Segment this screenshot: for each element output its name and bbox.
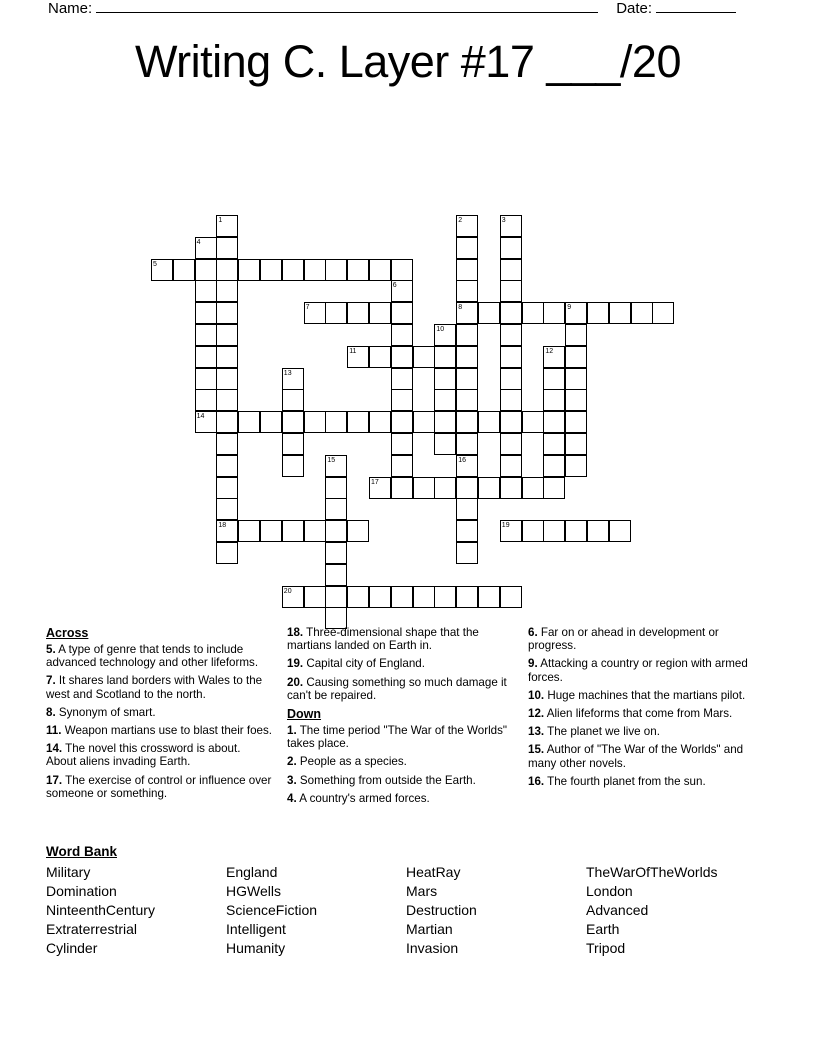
crossword-cell[interactable] (609, 302, 631, 324)
crossword-cell[interactable] (325, 520, 347, 542)
clue-text: Alien lifeforms that come from Mars. (546, 707, 733, 721)
crossword-cell[interactable] (478, 586, 500, 608)
word-bank-word: Humanity (226, 940, 286, 956)
crossword-cell[interactable] (587, 520, 609, 542)
crossword-cell[interactable] (391, 280, 413, 302)
crossword-cell[interactable] (565, 455, 587, 477)
crossword-clue-number: 7 (305, 304, 310, 312)
crossword-clue-number: 12 (545, 347, 554, 355)
word-bank-word: England (226, 864, 278, 880)
word-bank-word: Tripod (586, 940, 626, 956)
word-bank-word: HGWells (226, 883, 281, 899)
crossword-cell[interactable] (565, 346, 587, 368)
clue-number: 3. (287, 773, 297, 787)
clue-across-14 (46, 742, 273, 768)
crossword-cell[interactable] (216, 237, 238, 259)
crossword-clue-number: 13 (283, 369, 292, 377)
crossword-cell[interactable] (282, 586, 304, 608)
date-write-line[interactable] (656, 2, 736, 13)
word-bank-word: Military (46, 864, 91, 880)
crossword-cell[interactable] (456, 259, 478, 281)
clue-down-15 (528, 743, 756, 769)
crossword-clue-number: 5 (153, 260, 157, 268)
clue-number: 7. (46, 674, 56, 688)
crossword-cell[interactable] (587, 302, 609, 324)
clue-number: 5. (46, 643, 56, 656)
clue-number: 1. (287, 724, 297, 738)
clue-down-9 (528, 657, 756, 683)
crossword-cell[interactable] (260, 259, 282, 281)
crossword-cell[interactable] (282, 368, 304, 390)
word-bank-word: Extraterrestrial (46, 921, 138, 937)
clue-text: Three-dimensional shape that the martians landed on Earth in. (287, 626, 479, 653)
clue-number: 8. (46, 705, 56, 719)
clue-text: A type of genre that tends to include advanced technology and other lifeforms. (46, 643, 259, 670)
clues-column-3 (528, 626, 770, 826)
crossword-clue-number: 15 (327, 456, 336, 464)
word-bank-word: Martian (406, 921, 453, 937)
crossword-cell[interactable] (260, 411, 282, 433)
crossword-cell[interactable] (238, 520, 260, 542)
crossword-cell[interactable] (325, 477, 347, 499)
crossword-cell[interactable] (216, 520, 238, 542)
crossword-cell[interactable] (216, 433, 238, 455)
crossword-cell[interactable] (543, 368, 565, 390)
crossword-clue-number: 11 (349, 347, 357, 355)
clue-number: 11. (46, 724, 62, 738)
down-heading: Down (287, 707, 322, 722)
word-bank-word: Advanced (586, 902, 649, 918)
crossword-cell[interactable] (434, 411, 456, 433)
crossword-cell[interactable] (325, 564, 347, 586)
crossword-clue-number: 3 (501, 217, 506, 224)
crossword-cell[interactable] (369, 302, 391, 324)
crossword-cell[interactable] (434, 368, 456, 390)
clue-down-2 (287, 755, 514, 768)
crossword-cell[interactable] (500, 324, 522, 346)
crossword-cell[interactable] (456, 346, 478, 368)
clue-text: The fourth planet from the sun. (547, 774, 706, 788)
crossword-cell[interactable] (391, 433, 413, 455)
crossword-cell[interactable] (173, 259, 195, 281)
crossword-cell[interactable] (325, 259, 347, 281)
word-bank-grid (46, 863, 770, 958)
crossword-cell[interactable] (456, 586, 478, 608)
crossword-cell[interactable] (347, 586, 369, 608)
crossword-cell[interactable] (216, 498, 238, 520)
crossword-cell[interactable] (500, 368, 522, 390)
crossword-cell[interactable] (369, 586, 391, 608)
word-bank-word: Invasion (406, 940, 459, 956)
crossword-cell[interactable] (391, 389, 413, 411)
crossword-cell[interactable] (238, 259, 260, 281)
crossword-cell[interactable] (391, 302, 413, 324)
crossword-cell[interactable] (434, 433, 456, 455)
clue-text: Causing something so much damage it can't be repaired. (287, 675, 507, 702)
crossword-cell[interactable] (456, 411, 478, 433)
crossword-cell[interactable] (500, 280, 522, 302)
word-bank-word: London (586, 883, 633, 899)
clues-column-1 (46, 626, 287, 826)
crossword-cell[interactable] (456, 280, 478, 302)
name-label: Name: (48, 0, 93, 17)
crossword-cell[interactable] (500, 477, 522, 499)
crossword-cell[interactable] (500, 389, 522, 411)
crossword-cell[interactable] (216, 411, 238, 433)
crossword-cell[interactable] (522, 302, 544, 324)
clue-number: 4. (287, 791, 297, 805)
crossword-clue-number: 6 (392, 282, 397, 290)
crossword-cell[interactable] (347, 520, 369, 542)
crossword-cell[interactable] (434, 389, 456, 411)
crossword-clue-number: 1 (218, 217, 223, 224)
crossword-cell[interactable] (543, 520, 565, 542)
crossword-cell[interactable] (565, 433, 587, 455)
crossword-cell[interactable] (391, 477, 413, 499)
crossword-cell[interactable] (413, 477, 435, 499)
clue-text: A country's armed forces. (299, 791, 430, 805)
crossword-clue-number: 18 (218, 522, 227, 530)
crossword-cell[interactable] (456, 368, 478, 390)
crossword-cell[interactable] (478, 302, 500, 324)
crossword-cell[interactable] (609, 520, 631, 542)
clue-text: Capital city of England. (306, 657, 425, 671)
crossword-cell[interactable] (195, 346, 217, 368)
crossword-cell[interactable] (195, 259, 217, 281)
crossword-cell[interactable] (456, 520, 478, 542)
crossword-cell[interactable] (500, 433, 522, 455)
crossword-cell[interactable] (195, 389, 217, 411)
crossword-cell[interactable] (304, 411, 326, 433)
clue-across-8 (46, 706, 273, 719)
crossword-cell[interactable] (543, 346, 565, 368)
crossword-clue-number: 19 (501, 522, 510, 530)
crossword-cell[interactable] (347, 346, 369, 368)
clue-down-10 (528, 689, 756, 702)
crossword-cell[interactable] (282, 520, 304, 542)
crossword-cell[interactable] (282, 389, 304, 411)
crossword-cell[interactable] (195, 411, 217, 433)
crossword-clue-number: 10 (436, 326, 445, 333)
clue-across-18 (287, 626, 514, 652)
crossword-cell[interactable] (304, 259, 326, 281)
crossword-cell[interactable] (216, 259, 238, 281)
crossword-cell[interactable] (456, 302, 478, 324)
crossword-cell[interactable] (369, 259, 391, 281)
clues-column-2 (287, 626, 528, 826)
crossword-clue-number: 8 (458, 304, 463, 312)
crossword-cell[interactable] (369, 477, 391, 499)
crossword-cell[interactable] (195, 280, 217, 302)
crossword-cell[interactable] (522, 477, 544, 499)
crossword-clue-number: 2 (458, 217, 463, 224)
crossword-cell[interactable] (391, 586, 413, 608)
clue-text: Synonym of smart. (58, 705, 156, 719)
crossword-cell[interactable] (434, 324, 456, 346)
word-bank-word: Domination (46, 883, 117, 899)
crossword-cell[interactable] (151, 259, 173, 281)
crossword-cell[interactable] (325, 411, 347, 433)
clue-across-11 (46, 724, 273, 737)
date-label: Date: (616, 0, 653, 17)
clue-text: Far on or ahead in development or progress. (528, 626, 719, 653)
crossword-cell[interactable] (565, 411, 587, 433)
crossword-cell[interactable] (325, 302, 347, 324)
clue-text: The exercise of control or influence over someone or something. (46, 773, 272, 800)
clue-down-6 (528, 626, 756, 652)
clue-text: Attacking a country or region with armed forces. (528, 657, 748, 684)
crossword-clue-number: 4 (196, 238, 201, 246)
crossword-cell[interactable] (456, 389, 478, 411)
word-bank-word: Destruction (406, 902, 477, 918)
clue-number: 2. (287, 755, 297, 769)
clue-number: 13. (528, 725, 545, 739)
crossword-cell[interactable] (434, 346, 456, 368)
clues-section (46, 626, 770, 826)
crossword-cell[interactable] (478, 411, 500, 433)
crossword-cell[interactable] (456, 542, 478, 564)
clue-number: 17. (46, 773, 63, 787)
crossword-cell[interactable] (413, 411, 435, 433)
word-bank-word: HeatRay (406, 864, 461, 880)
word-bank-word: NinteenthCentury (46, 902, 155, 918)
crossword-cell[interactable] (391, 259, 413, 281)
crossword-cell[interactable] (238, 411, 260, 433)
clue-text: Weapon martians use to blast their foes. (64, 724, 273, 738)
clue-down-3 (287, 774, 514, 787)
clue-number: 9. (528, 657, 538, 671)
name-write-line[interactable] (96, 2, 598, 13)
crossword-cell[interactable] (434, 586, 456, 608)
crossword-cell[interactable] (282, 411, 304, 433)
crossword-cell[interactable] (565, 389, 587, 411)
crossword-cell[interactable] (325, 498, 347, 520)
word-bank-word: Mars (406, 883, 438, 899)
clue-down-12 (528, 707, 756, 720)
clue-text: It shares land borders with Wales to the west and Scotland to the north. (46, 674, 263, 701)
clue-number: 16. (528, 774, 545, 788)
crossword-cell[interactable] (391, 368, 413, 390)
clue-down-16 (528, 775, 756, 788)
clue-number: 14. (46, 742, 63, 756)
crossword-clue-number: 9 (567, 304, 572, 312)
crossword-cell[interactable] (500, 346, 522, 368)
crossword-cell[interactable] (631, 302, 653, 324)
crossword-cell[interactable] (216, 542, 238, 564)
crossword-cell[interactable] (391, 455, 413, 477)
crossword-cell[interactable] (216, 346, 238, 368)
crossword-cell[interactable] (543, 389, 565, 411)
crossword-cell[interactable] (391, 411, 413, 433)
clue-number: 19. (287, 657, 304, 671)
crossword-cell[interactable] (304, 520, 326, 542)
clue-down-1 (287, 724, 514, 750)
crossword-cell[interactable] (434, 477, 456, 499)
crossword-cell[interactable] (500, 411, 522, 433)
word-bank-word: Intelligent (226, 921, 286, 937)
word-bank-word: Cylinder (46, 940, 98, 956)
crossword-cell[interactable] (347, 259, 369, 281)
crossword-cell[interactable] (325, 542, 347, 564)
crossword-cell[interactable] (282, 259, 304, 281)
crossword-cell[interactable] (216, 389, 238, 411)
clue-text: Huge machines that the martians pilot. (547, 688, 746, 702)
crossword-cell[interactable] (304, 586, 326, 608)
crossword-cell[interactable] (478, 477, 500, 499)
clue-across-20 (287, 676, 514, 702)
crossword-cell[interactable] (500, 215, 522, 237)
word-bank-word: TheWarOfTheWorlds (586, 864, 718, 880)
crossword-cell[interactable] (304, 302, 326, 324)
crossword-cell[interactable] (456, 498, 478, 520)
crossword-cell[interactable] (543, 411, 565, 433)
crossword-cell[interactable] (216, 368, 238, 390)
crossword-grid[interactable] (0, 105, 816, 595)
clue-across-17 (46, 774, 273, 800)
crossword-cell[interactable] (565, 324, 587, 346)
crossword-cell[interactable] (369, 346, 391, 368)
crossword-cell[interactable] (369, 411, 391, 433)
clue-number: 6. (528, 626, 538, 639)
word-bank-word: Earth (586, 921, 620, 937)
crossword-cell[interactable] (456, 433, 478, 455)
crossword-cell[interactable] (216, 455, 238, 477)
crossword-cell[interactable] (325, 455, 347, 477)
clue-number: 10. (528, 688, 545, 702)
crossword-cell[interactable] (543, 302, 565, 324)
crossword-cell[interactable] (216, 302, 238, 324)
clue-down-13 (528, 725, 756, 738)
crossword-clue-number: 14 (196, 413, 205, 421)
crossword-cell[interactable] (216, 280, 238, 302)
clue-text: The novel this crossword is about. About aliens invading Earth. (46, 742, 241, 769)
crossword-cell[interactable] (522, 411, 544, 433)
crossword-cell[interactable] (347, 302, 369, 324)
crossword-cell[interactable] (216, 215, 238, 237)
crossword-cell[interactable] (543, 433, 565, 455)
crossword-cell[interactable] (565, 368, 587, 390)
clue-text: The time period "The War of the Worlds" takes place. (287, 724, 508, 751)
crossword-cell[interactable] (500, 455, 522, 477)
crossword-cell[interactable] (456, 455, 478, 477)
clue-number: 20. (287, 675, 304, 689)
word-bank-section (46, 843, 770, 958)
clue-number: 12. (528, 707, 545, 721)
crossword-cell[interactable] (391, 324, 413, 346)
crossword-cell[interactable] (456, 324, 478, 346)
crossword-cell[interactable] (456, 237, 478, 259)
crossword-cell[interactable] (413, 346, 435, 368)
crossword-cell[interactable] (282, 455, 304, 477)
across-heading: Across (46, 626, 89, 640)
crossword-cell[interactable] (260, 520, 282, 542)
crossword-cell[interactable] (282, 433, 304, 455)
crossword-cell[interactable] (216, 477, 238, 499)
crossword-cell[interactable] (652, 302, 674, 324)
clue-across-19 (287, 657, 514, 670)
page-title: Writing C. Layer #17 ___/20 (135, 36, 681, 87)
clue-across-5 (46, 643, 273, 669)
clue-text: Author of "The War of the Worlds" and many other novels. (528, 743, 744, 770)
crossword-cell[interactable] (500, 259, 522, 281)
crossword-clue-number: 17 (371, 478, 379, 486)
clue-across-7 (46, 674, 273, 700)
clue-number: 15. (528, 743, 545, 757)
crossword-clue-number: 16 (458, 456, 466, 464)
crossword-cell[interactable] (500, 302, 522, 324)
clue-number: 18. (287, 626, 304, 639)
crossword-cell[interactable] (216, 324, 238, 346)
crossword-cell[interactable] (195, 368, 217, 390)
clue-text: People as a species. (299, 755, 407, 769)
crossword-cell[interactable] (565, 302, 587, 324)
word-bank-heading: Word Bank (46, 844, 118, 859)
crossword-cell[interactable] (347, 411, 369, 433)
crossword-cell[interactable] (456, 477, 478, 499)
word-bank-word: ScienceFiction (226, 902, 318, 918)
crossword-cell[interactable] (500, 520, 522, 542)
name-date-row (48, 0, 768, 26)
crossword-cell[interactable] (195, 302, 217, 324)
crossword-cell[interactable] (325, 586, 347, 608)
clue-text: The planet we live on. (547, 725, 660, 739)
crossword-clue-number: 20 (283, 587, 292, 595)
crossword-cell[interactable] (543, 455, 565, 477)
crossword-cell[interactable] (500, 586, 522, 608)
crossword-cell[interactable] (195, 324, 217, 346)
crossword-cell[interactable] (565, 520, 587, 542)
crossword-cell[interactable] (543, 477, 565, 499)
crossword-cell[interactable] (522, 520, 544, 542)
clue-down-4 (287, 792, 514, 805)
crossword-cell[interactable] (456, 215, 478, 237)
crossword-cell[interactable] (413, 586, 435, 608)
crossword-cell[interactable] (195, 237, 217, 259)
crossword-cell[interactable] (391, 346, 413, 368)
crossword-cell[interactable] (500, 237, 522, 259)
clue-text: Something from outside the Earth. (299, 773, 476, 787)
